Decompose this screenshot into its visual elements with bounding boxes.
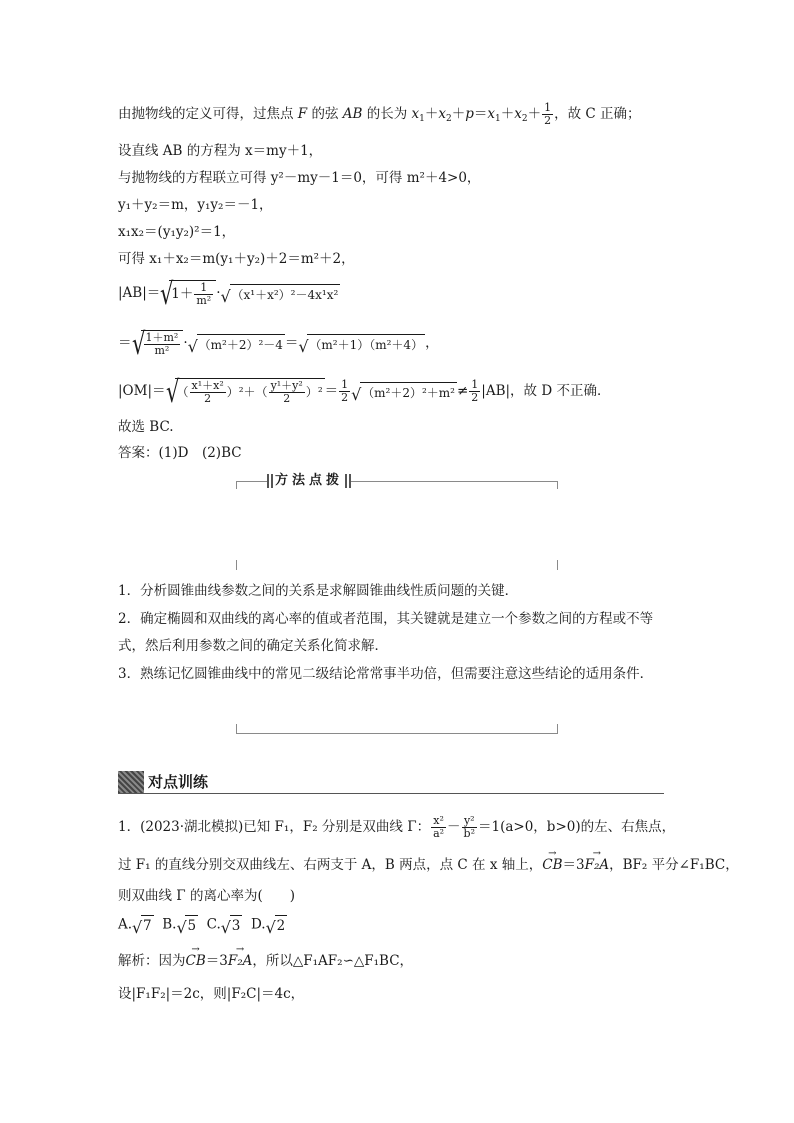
option-D-value: 2 (275, 915, 288, 935)
method-item-1: 1．分析圆锥曲线参数之间的关系是求解圆锥曲线性质问题的关键． (118, 583, 519, 599)
var-p: p (465, 106, 474, 122)
text: 1．(2023·湖北模拟)已知 F₁，F₂ 分别是双曲线 Γ： (118, 819, 431, 835)
option-C-radical (221, 915, 243, 935)
radicand: （x¹＋x²）²－4x¹x² (230, 284, 341, 304)
text: 解析：因为 (118, 953, 186, 969)
box-corner (236, 481, 237, 489)
option-A-radical (132, 915, 154, 935)
text: 过 F₁ 的直线分别交双曲线左、右两支于 A，B 两点，点 C 在 x 轴上， (118, 857, 543, 873)
var: x (514, 106, 522, 122)
fraction (469, 379, 480, 404)
radical (221, 284, 341, 304)
denominator: b² (463, 827, 475, 840)
subscript: 2 (521, 114, 528, 124)
method-item-2-cont: 式，然后利用参数之间的确定关系化简求解． (118, 638, 388, 654)
var-AB: AB (342, 106, 363, 122)
radical (298, 334, 425, 354)
solution-line-6: 可得 x₁＋x₂＝m(y₁＋y₂)＋2＝m²＋2， (118, 251, 355, 267)
denominator: 2 (341, 391, 349, 404)
numerator: x¹＋x² (191, 379, 224, 392)
text: ＝3 (562, 857, 585, 873)
option-B-radical (176, 915, 198, 935)
var: x (411, 106, 420, 122)
lhs: |AB|＝ (118, 285, 161, 301)
numerator: x² (431, 815, 446, 828)
lhs: |OM|＝ (118, 383, 166, 399)
op: ＝ (284, 335, 299, 351)
method-item-2: 2．确定椭圆和双曲线的离心率的值或者范围，其关键就是建立一个参数之间的方程或不等 (118, 611, 654, 627)
text: ）²＋（ (226, 385, 268, 399)
numerator: 1 (194, 282, 213, 295)
radicand: （m²＋2）²－4 (197, 334, 285, 354)
solution-line-5: x₁x₂＝(y₁y₂)²＝1， (118, 224, 236, 240)
denominator: 2 (471, 391, 479, 404)
denominator: a² (433, 827, 445, 840)
section-marker-icon (118, 771, 144, 793)
var: x (487, 106, 496, 122)
numerator: y¹＋y² (270, 379, 303, 392)
box-corner (557, 560, 558, 570)
op: ＝ (324, 383, 339, 399)
radicand: （m²＋2）²＋m² (360, 382, 457, 402)
fraction (190, 380, 226, 405)
text: ，故 C 正确； (554, 106, 641, 122)
problem-1-line-3: 则双曲线 Γ 的离心率为( ) (118, 888, 295, 904)
op: ＋ (527, 106, 542, 122)
option-C-value: 3 (230, 915, 243, 935)
text: ， (425, 335, 439, 351)
op: ＋ (451, 106, 466, 122)
denominator: 2 (283, 392, 291, 405)
subscript: 2 (446, 114, 452, 124)
text: 由抛物线的定义可得，过焦点 (118, 106, 298, 122)
method-item-3: 3．熟练记忆圆锥曲线中的常见二级结论常常事半功倍，但需要注意这些结论的适用条件． (118, 666, 654, 682)
fraction (269, 380, 305, 405)
answer-line: 答案：(1)D (2)BC (118, 445, 242, 461)
fraction (462, 815, 477, 840)
problem-1-options (118, 915, 287, 935)
op: ＝ (473, 106, 488, 122)
section-title: 对点训练 (148, 773, 209, 791)
numerator: 1 (341, 378, 349, 391)
fraction (144, 332, 181, 357)
op: · (183, 335, 188, 351)
var-F: F (297, 106, 308, 122)
solution-line-3: 与抛物线的方程联立可得 y²－my－1＝0，可得 m²＋4>0， (118, 170, 481, 186)
numerator: y² (462, 815, 477, 828)
denominator: m² (154, 344, 170, 357)
option-A-value: 7 (141, 915, 154, 935)
text: |AB|，故 D 不正确． (481, 383, 611, 399)
radical (188, 334, 285, 354)
solution-line-8 (118, 330, 439, 357)
vector-F2A: → F₂A (228, 952, 253, 970)
radical (351, 382, 457, 402)
text: ＝3 (205, 953, 228, 969)
text: 的长为 (362, 106, 412, 122)
text: 1＋ (171, 286, 194, 302)
box-corner (236, 560, 237, 570)
option-C-label: C. (206, 916, 221, 933)
solution-line-1 (118, 102, 641, 128)
text: ）² (305, 385, 323, 399)
numerator: √ 1＋m² (145, 331, 179, 344)
text: ＝1(a>0，b>0)的左、右焦点， (478, 819, 676, 835)
problem-1-line-2 (118, 856, 739, 874)
option-D-label: D. (250, 916, 266, 933)
problem-1-line-1 (118, 815, 675, 840)
op: ＋ (424, 106, 439, 122)
op: － (447, 819, 461, 835)
radical (160, 280, 216, 307)
option-D-radical (266, 915, 288, 935)
op: · (216, 285, 221, 301)
numerator: 1 (471, 378, 479, 391)
method-box-bottom-border (236, 733, 558, 734)
fraction (194, 282, 213, 307)
denominator: 2 (544, 114, 552, 127)
solution-line-2: 设直线 AB 的方程为 x＝my＋1， (118, 143, 323, 159)
denominator: m² (196, 294, 212, 307)
problem-1-solution-line-1 (118, 952, 413, 970)
text: 的弦 (307, 106, 343, 122)
option-B-value: 5 (185, 915, 198, 935)
text: （ (176, 385, 189, 399)
var: x (438, 106, 447, 122)
section-header (118, 771, 664, 794)
vector-CB: → CB (542, 856, 562, 874)
op: ＝ (118, 335, 132, 351)
fraction (431, 815, 446, 840)
vector-F2A: → F₂A (585, 856, 610, 874)
solution-line-4: y₁＋y₂＝m，y₁y₂＝－1， (118, 197, 273, 213)
radicand: （m²＋1）（m²＋4） (307, 334, 425, 354)
solution-line-10: 故选 BC. (118, 419, 174, 435)
subscript: 1 (495, 114, 501, 124)
option-B-label: B. (162, 916, 177, 933)
box-corner (557, 724, 558, 733)
text: ，BF₂ 平分∠F₁BC， (609, 857, 739, 873)
text: ，所以△F₁AF₂∽△F₁BC， (252, 953, 414, 969)
radical (166, 378, 325, 405)
box-corner (236, 724, 237, 733)
op: ＋ (500, 106, 515, 122)
option-A-label: A. (118, 916, 133, 933)
solution-line-9 (118, 378, 610, 405)
op: ≠ (456, 383, 469, 399)
radical (132, 330, 184, 357)
problem-1-solution-line-2: 设|F₁F₂|＝2c，则|F₂C|＝4c， (118, 986, 305, 1002)
denominator: 2 (204, 392, 212, 405)
numerator: 1 (544, 101, 552, 114)
solution-line-7 (118, 280, 340, 307)
fraction (339, 379, 350, 404)
subscript: 1 (419, 114, 425, 124)
vector-CB: → CB (186, 952, 206, 970)
fraction-half (542, 102, 553, 127)
box-corner (557, 481, 558, 489)
method-box-title: 方法点拨 (267, 471, 351, 491)
